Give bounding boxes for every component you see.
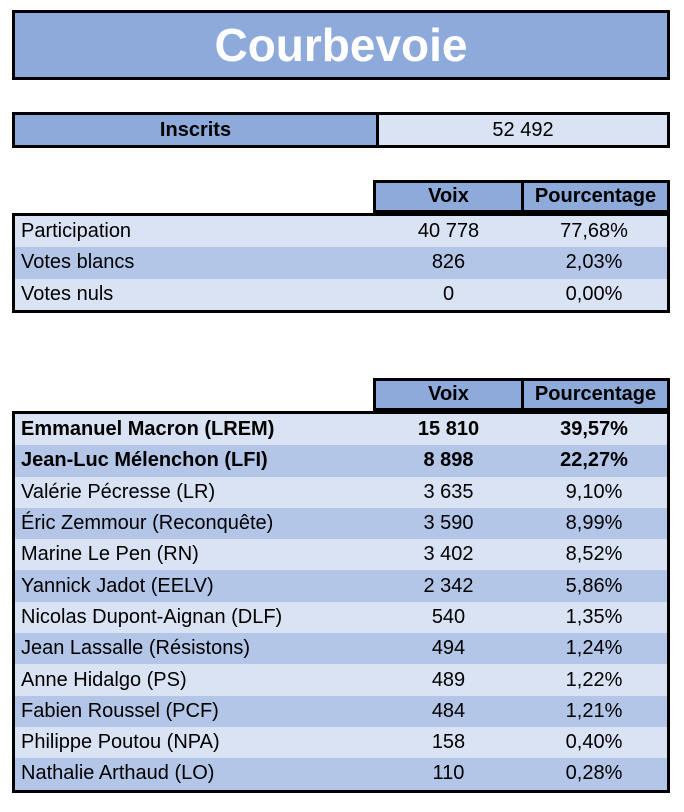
row-pourcentage: 39,57%: [560, 418, 628, 441]
table-row: [15, 508, 667, 539]
table-row: [15, 758, 667, 789]
row-label: Valérie Pécresse (LR): [21, 480, 216, 503]
participation-header-pourcentage: Pourcentage: [524, 183, 667, 210]
row-label: Nicolas Dupont-Aignan (DLF): [21, 605, 283, 628]
row-voix: 158: [431, 731, 466, 754]
inscrits-row: [12, 112, 670, 148]
row-pourcentage: 0,00%: [565, 282, 623, 305]
table-row: [15, 477, 667, 508]
row-voix: 3 635: [423, 480, 474, 503]
participation-header-voix: Voix: [376, 183, 524, 210]
row-voix: 8 898: [423, 449, 474, 472]
row-voix: 3 590: [423, 512, 474, 535]
row-voix: 110: [432, 762, 465, 785]
row-pourcentage: 8,52%: [565, 543, 623, 566]
inscrits-label: Inscrits: [15, 115, 379, 145]
candidates-header: [373, 378, 670, 411]
row-pourcentage: 1,21%: [565, 699, 623, 722]
row-voix: 40 778: [417, 220, 480, 243]
row-label: Jean-Luc Mélenchon (LFI): [21, 449, 268, 472]
row-label: Fabien Roussel (PCF): [21, 699, 219, 722]
row-voix: 484: [431, 699, 466, 722]
row-pourcentage: 8,99%: [565, 512, 623, 535]
table-row: [15, 570, 667, 601]
participation-header: [373, 180, 670, 213]
row-pourcentage: 1,22%: [565, 668, 623, 691]
row-pourcentage: 1,24%: [565, 637, 623, 660]
candidates-header-voix: Voix: [376, 381, 524, 408]
candidates-header-pourcentage: Pourcentage: [524, 381, 667, 408]
row-voix: 540: [431, 605, 466, 628]
table-row: [15, 633, 667, 664]
row-label: Anne Hidalgo (PS): [21, 668, 187, 691]
row-label: Votes nuls: [21, 282, 114, 305]
row-label: Philippe Poutou (NPA): [21, 731, 220, 754]
row-voix: 489: [431, 668, 466, 691]
candidates-table: [12, 411, 670, 793]
row-label: Jean Lassalle (Résistons): [21, 637, 250, 660]
row-voix: 0: [442, 282, 455, 305]
row-label: Participation: [21, 220, 132, 243]
row-label: Éric Zemmour (Reconquête): [21, 512, 274, 535]
row-label: Emmanuel Macron (LREM): [21, 418, 275, 441]
table-row: [15, 414, 667, 445]
row-pourcentage: 0,28%: [565, 762, 623, 785]
page-title: Courbevoie: [12, 10, 670, 80]
table-row: [15, 216, 667, 247]
table-row: [15, 602, 667, 633]
row-voix: 2 342: [423, 574, 474, 597]
table-row: [15, 696, 667, 727]
row-label: Nathalie Arthaud (LO): [21, 762, 215, 785]
row-label: Marine Le Pen (RN): [21, 543, 199, 566]
table-row: [15, 727, 667, 758]
table-row: [15, 445, 667, 476]
row-pourcentage: 0,40%: [565, 731, 623, 754]
table-row: [15, 539, 667, 570]
row-pourcentage: 9,10%: [565, 480, 623, 503]
row-pourcentage: 77,68%: [560, 220, 628, 243]
table-row: [15, 279, 667, 310]
row-pourcentage: 2,03%: [565, 251, 623, 274]
row-voix: 494: [431, 637, 466, 660]
row-label: Yannick Jadot (EELV): [21, 574, 214, 597]
row-voix: 826: [431, 251, 466, 274]
row-pourcentage: 1,35%: [565, 605, 623, 628]
table-row: [15, 664, 667, 695]
row-voix: 3 402: [423, 543, 474, 566]
row-pourcentage: 5,86%: [565, 574, 623, 597]
table-row: [15, 247, 667, 278]
row-label: Votes blancs: [21, 251, 135, 274]
row-pourcentage: 22,27%: [560, 449, 628, 472]
participation-table: [12, 213, 670, 313]
row-voix: 15 810: [417, 418, 480, 441]
inscrits-value: 52 492: [379, 115, 667, 145]
